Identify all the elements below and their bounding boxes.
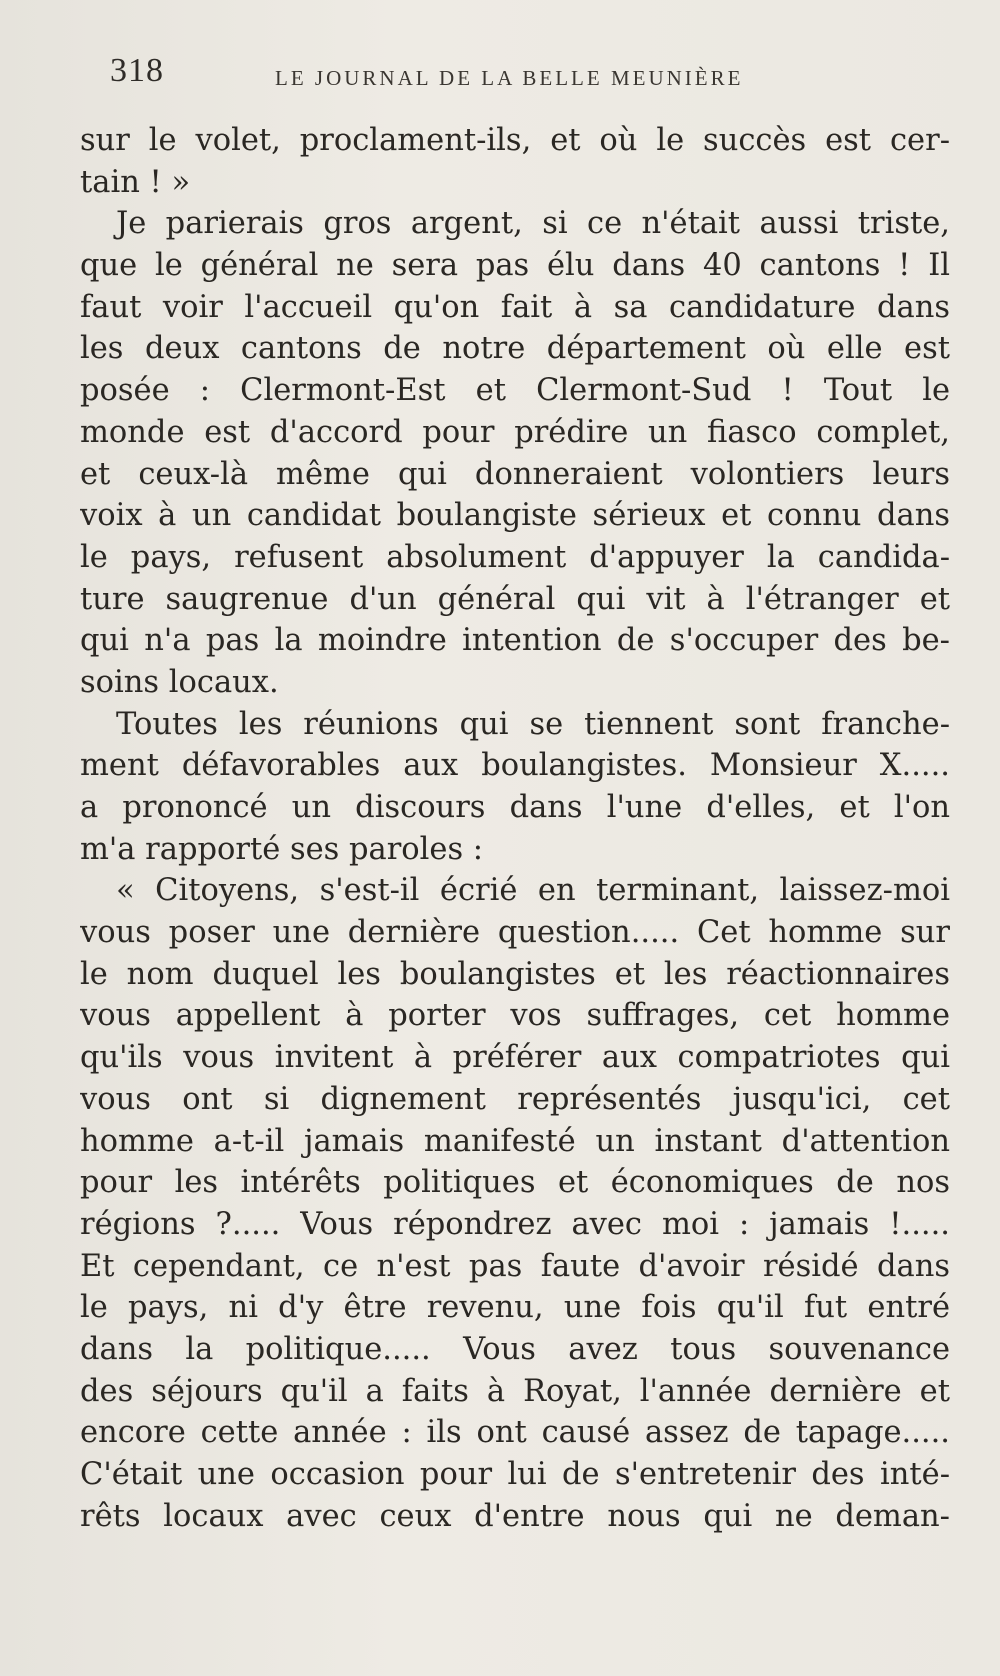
text-line: vous appellent à porter vos suffrages, cet homme <box>80 998 950 1034</box>
text-line: des séjours qu'il a faits à Royat, l'année dernière et <box>80 1373 950 1409</box>
text-line: que le général ne sera pas élu dans 40 cantons ! Il <box>80 248 950 284</box>
text-line: tain ! » <box>80 164 191 200</box>
text-line: le nom duquel les boulangistes et les réactionnaires <box>80 956 950 992</box>
paragraph-start-line: Toutes les réunions qui se tiennent sont franche- <box>116 706 950 742</box>
text-line: le pays, ni d'y être revenu, une fois qu'il fut entré <box>80 1290 950 1326</box>
text-line: voix à un candidat boulangiste sérieux et connu dans <box>80 498 950 534</box>
text-line: qu'ils vous invitent à préférer aux compatriotes qui <box>80 1040 950 1076</box>
text-line: ture saugrenue d'un général qui vit à l'étranger et <box>80 581 950 617</box>
page-number: 318 <box>110 52 164 89</box>
paragraph-start-line: « Citoyens, s'est-il écrié en terminant, laissez-moi <box>116 873 950 909</box>
text-line: qui n'a pas la moindre intention de s'occuper des be- <box>80 623 950 659</box>
text-line: et ceux-là même qui donneraient volontiers leurs <box>80 456 950 492</box>
paragraph-start-line: Je parierais gros argent, si ce n'était aussi triste, <box>116 206 950 242</box>
page-header <box>110 52 800 100</box>
text-line: faut voir l'accueil qu'on fait à sa candidature dans <box>80 289 950 325</box>
text-line: le pays, refusent absolument d'appuyer la candida- <box>80 539 950 575</box>
text-line: homme a-t-il jamais manifesté un instant d'attention <box>80 1123 950 1159</box>
text-line: sur le volet, proclament-ils, et où le succès est cer- <box>80 123 950 158</box>
text-line: régions ?..... Vous répondrez avec moi : jamais !..... <box>80 1206 950 1242</box>
body-text <box>80 120 950 1537</box>
text-line: encore cette année : ils ont causé assez de tapage..... <box>80 1415 950 1451</box>
running-title: LE JOURNAL DE LA BELLE MEUNIÈRE <box>275 66 744 90</box>
text-line: C'était une occasion pour lui de s'entretenir des inté- <box>80 1457 950 1492</box>
text-line: dans la politique..... Vous avez tous souvenance <box>80 1331 950 1367</box>
text-line: rêts locaux avec ceux d'entre nous qui ne deman- <box>80 1498 950 1534</box>
text-line: monde est d'accord pour prédire un fiasco complet, <box>80 414 950 450</box>
text-line: vous ont si dignement représentés jusqu'ici, cet <box>80 1081 950 1117</box>
text-line: Et cependant, ce n'est pas faute d'avoir résidé dans <box>80 1248 950 1284</box>
text-line: soins locaux. <box>80 664 279 700</box>
text-line: m'a rapporté ses paroles : <box>80 831 484 867</box>
text-line: vous poser une dernière question..... Cet homme sur <box>80 915 950 951</box>
text-line: pour les intérêts politiques et économiques de nos <box>80 1165 950 1201</box>
text-line: ment défavorables aux boulangistes. Monsieur X..... <box>80 748 950 784</box>
text-line: posée : Clermont-Est et Clermont-Sud ! Tout le <box>80 373 950 409</box>
text-line: les deux cantons de notre département où elle est <box>80 331 950 367</box>
text-line: a prononcé un discours dans l'une d'elles, et l'on <box>80 790 950 825</box>
